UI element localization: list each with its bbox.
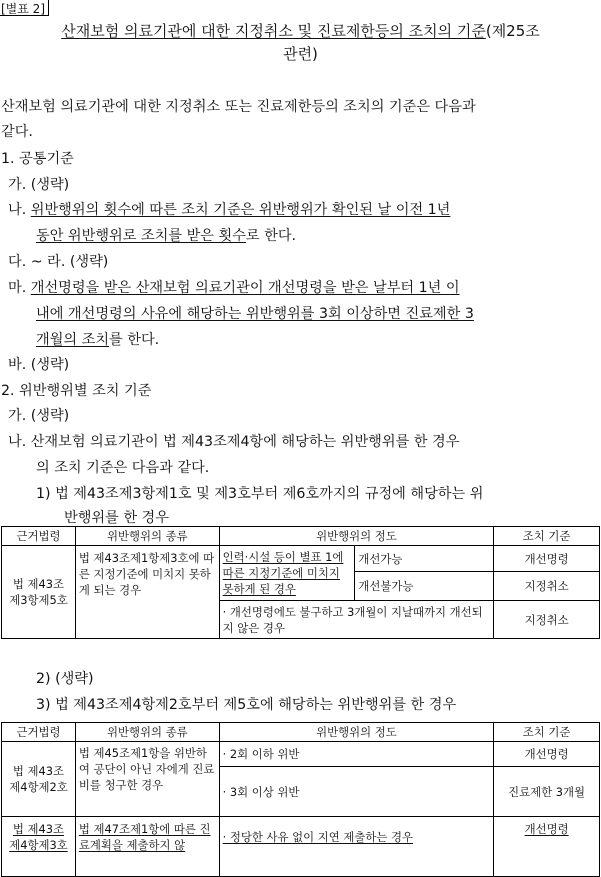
s2-item-ga: 가. (생략) bbox=[8, 408, 70, 424]
s1-item-ga: 가. (생략) bbox=[8, 177, 70, 193]
table2-header-action: 조치 기준 bbox=[494, 723, 600, 742]
s2-item-na-line1: 나. 산재보험 의료기관이 법 제43조제4항에 해당하는 위반행위를 한 경우 bbox=[8, 434, 460, 450]
s1-item-na bbox=[8, 199, 450, 219]
table2-r1-action1: 개선명령 bbox=[494, 742, 600, 767]
table2-r2-law-line2: 제4항제3호 bbox=[9, 838, 68, 852]
table1-degree-a-text: 인력·시설 등이 별표 1에 따른 지정기준에 미치지 못하게 된 경우 bbox=[222, 550, 344, 596]
s1-ma-line3-rest: 를 한다. bbox=[109, 332, 160, 348]
table2-header-law: 근거법령 bbox=[2, 723, 76, 742]
s1-ma-line3-underlined: 개월의 조치 bbox=[36, 332, 110, 348]
table-row bbox=[2, 742, 600, 767]
table2-r1-kind: 법 제45조제1항을 위반하여 공단이 아닌 자에게 진료비를 청구한 경우 bbox=[75, 742, 219, 817]
s1-ma-line2 bbox=[36, 303, 474, 323]
table1-header-degree: 위반행위의 정도 bbox=[219, 527, 494, 546]
s1-na-line1: 위반행위의 횟수에 따른 조치 기준은 위반행위가 확인된 날 이전 1년 bbox=[30, 202, 451, 218]
intro-line1: 산재보험 의료기관에 대한 지정취소 또는 진료제한등의 조치의 기준은 다음과 bbox=[1, 99, 476, 115]
document-title-line2: 관련) bbox=[283, 45, 318, 63]
s1-ma-line2-text: 내에 개선명령의 사유에 해당하는 위반행위를 3회 이상하면 진료제한 3 bbox=[36, 306, 474, 322]
title-main: 산재보험 의료기관에 대한 지정취소 및 진료제한등의 조치의 기준 bbox=[61, 22, 486, 40]
table2-r1-law-line2: 제4항제2호 bbox=[9, 780, 68, 794]
table1-law-line1: 법 제43조 bbox=[12, 577, 65, 591]
table2-r2-action-text: 개선명령 bbox=[524, 822, 569, 836]
s1-item-ba: 바. (생략) bbox=[8, 357, 70, 373]
table1-action-a1: 개선명령 bbox=[494, 546, 600, 572]
s2-sub2: 2) (생략) bbox=[36, 671, 94, 687]
table2-header-kind: 위반행위의 종류 bbox=[75, 723, 219, 742]
s2-sub1-line1: 1) 법 제43조제3항제1호 및 제3호부터 제6호까지의 규정에 해당하는 위 bbox=[36, 486, 484, 502]
s1-na-line2-underlined: 동안 위반행위로 조치를 받은 횟수 bbox=[36, 228, 246, 244]
table1-law-cell bbox=[2, 546, 76, 639]
table2-header-row bbox=[2, 723, 600, 742]
table1-header-action: 조치 기준 bbox=[494, 527, 600, 546]
table2-r1-degree2: · 3회 이상 위반 bbox=[219, 767, 494, 817]
s2-sub3: 3) 법 제43조제4항제2호부터 제5호에 해당하는 위반행위를 한 경우 bbox=[36, 697, 457, 713]
s1-ma-label: 마. bbox=[8, 280, 27, 296]
s2-item-na-line2: 의 조치 기준은 다음과 같다. bbox=[36, 460, 210, 476]
s1-item-da: 다. ~ 라. (생략) bbox=[8, 254, 109, 270]
table2-r1-law-cell bbox=[2, 742, 76, 817]
table2-r2-action bbox=[494, 817, 600, 877]
document-title bbox=[0, 20, 601, 41]
table2-r2-law-cell bbox=[2, 817, 76, 877]
table1-law-line2: 제3항제5호 bbox=[9, 593, 68, 607]
table2-header-degree: 위반행위의 정도 bbox=[219, 723, 494, 742]
table1-kind-cell: 법 제43조제1항제3호에 따른 지정기준에 미치지 못하게 되는 경우 bbox=[75, 546, 219, 639]
table1-header-row bbox=[2, 527, 600, 546]
table1-degree-a2: 개선불가능 bbox=[355, 572, 494, 601]
intro-line2: 같다. bbox=[1, 124, 33, 140]
table2-r2-degree-text: · 정당한 사유 없이 지연 제출하는 경우 bbox=[222, 830, 414, 844]
table2-r2-kind-text: 법 제47조제1항에 따른 진료계획을 제출하지 않 bbox=[78, 822, 211, 852]
appendix-tag: [별표 2] bbox=[1, 2, 45, 16]
table1-action-b: 지정취소 bbox=[494, 601, 600, 639]
section-1-heading: 1. 공통기준 bbox=[1, 151, 74, 167]
table2-r1-law-line1: 법 제43조 bbox=[12, 764, 65, 778]
table1-degree-a1: 개선가능 bbox=[355, 546, 494, 572]
table1-action-a2: 지정취소 bbox=[494, 572, 600, 601]
table2-r2-kind bbox=[75, 817, 219, 877]
table-row bbox=[2, 817, 600, 877]
table1-header-kind: 위반행위의 종류 bbox=[75, 527, 219, 546]
section-2-heading: 2. 위반행위별 조치 기준 bbox=[1, 383, 152, 399]
table2-r2-law-line1: 법 제43조 bbox=[12, 822, 65, 836]
table1-degree-a bbox=[219, 546, 355, 601]
criteria-table-2 bbox=[1, 722, 600, 877]
s1-item-na-cont bbox=[36, 225, 296, 245]
s1-na-label: 나. bbox=[8, 202, 27, 218]
s1-ma-line1: 개선명령을 받은 산재보험 의료기관이 개선명령을 받은 날부터 1년 이 bbox=[30, 280, 460, 296]
title-tail: (제25조 bbox=[485, 22, 540, 40]
s2-sub1-line2: 반행위를 한 경우 bbox=[64, 510, 169, 526]
table2-r1-degree1: · 2회 이하 위반 bbox=[219, 742, 494, 767]
s1-item-ma bbox=[8, 277, 460, 297]
table1-header-law: 근거법령 bbox=[2, 527, 76, 546]
criteria-table-1 bbox=[1, 526, 600, 639]
s1-na-line2-rest: 로 한다. bbox=[245, 228, 297, 244]
s1-ma-line3 bbox=[36, 329, 159, 349]
table2-r1-action2: 진료제한 3개월 bbox=[494, 767, 600, 817]
table1-degree-b: · 개선명령에도 불구하고 3개월이 지날때까지 개선되지 않은 경우 bbox=[219, 601, 494, 639]
table2-r2-degree bbox=[219, 817, 494, 877]
table-row bbox=[2, 546, 600, 572]
